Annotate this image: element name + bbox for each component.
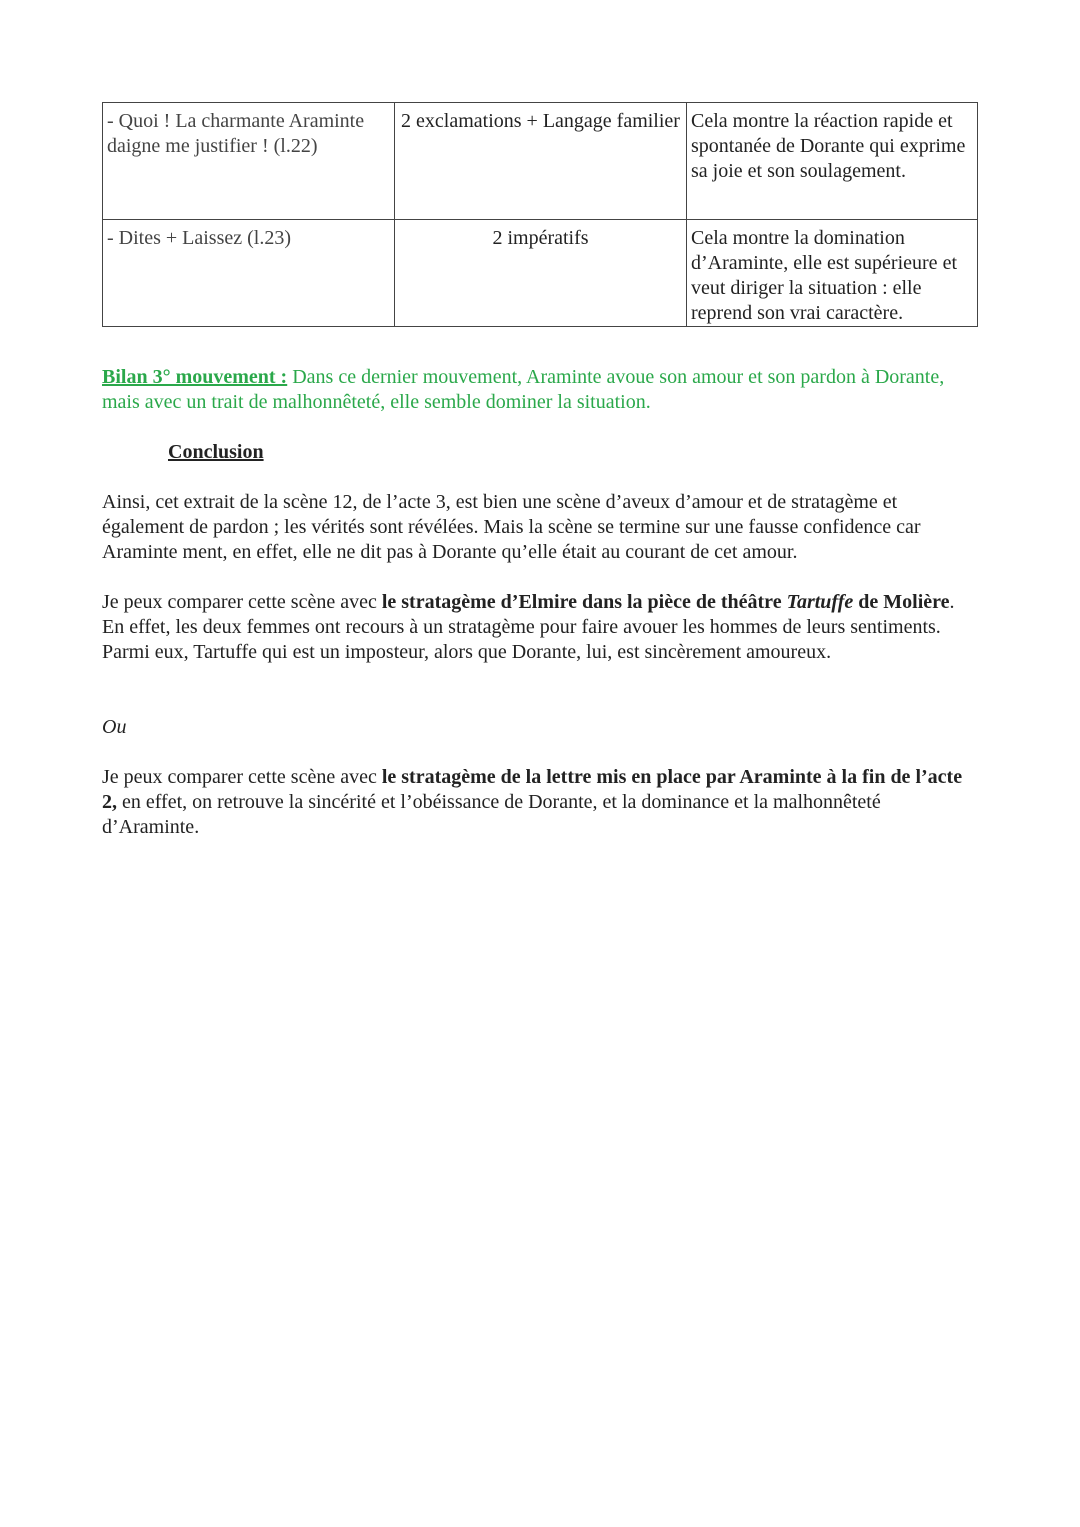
comparison-intro: Je peux comparer cette scène avec: [102, 766, 382, 788]
interpretation-cell: Cela montre la réaction rapide et spontanée de Dorante qui exprime sa joie et son soulagement.: [687, 103, 978, 220]
comparison-intro: Je peux comparer cette scène avec: [102, 591, 382, 613]
comparison-paragraph-2: [102, 765, 972, 840]
bilan-label: Bilan 3° mouvement :: [102, 366, 288, 388]
comparison-emphasis: [382, 591, 950, 613]
analysis-table: [102, 102, 978, 327]
quote-cell: - Dites + Laissez (l.23): [103, 220, 395, 327]
comparison-bold-text: le stratagème d’Elmire dans la pièce de théâtre: [381, 591, 787, 613]
or-separator: Ou: [102, 716, 127, 738]
bilan-text: Dans ce dernier mouvement, Araminte avoue son amour et son pardon à Dorante, mais avec un trait de malhonnêteté, elle semble dominer la situation.: [102, 366, 945, 413]
comparison-paragraph-1: [102, 590, 972, 665]
procede-cell: 2 impératifs: [395, 220, 687, 327]
quote-cell: - Quoi ! La charmante Araminte daigne me justifier ! (l.22): [103, 103, 395, 220]
table-row: [103, 220, 978, 327]
conclusion-heading: Conclusion: [168, 441, 264, 463]
conclusion-paragraph-1: Ainsi, cet extrait de la scène 12, de l’acte 3, est bien une scène d’aveux d’amour et de stratagème et également de pardon ; les vérités sont révélées. Mais la scène se termine sur une fausse confidence car Araminte ment, en effet, elle ne dit pas à Dorante qu’elle était au courant de cet amour.: [102, 491, 921, 563]
interpretation-cell: Cela montre la domination d’Araminte, elle est supérieure et veut diriger la situation : elle reprend son vrai caractère.: [687, 220, 978, 327]
comparison-rest: en effet, on retrouve la sincérité et l’obéissance de Dorante, et la dominance et la malhonnêteté d’Araminte.: [102, 791, 881, 838]
author-name: de Molière: [853, 591, 950, 613]
comparison-emphasis: le stratagème de la lettre mis en place par Araminte à la fin de l’acte 2,: [102, 766, 963, 813]
play-title: Tartuffe: [786, 591, 854, 613]
procede-cell: 2 exclamations + Langage familier: [395, 103, 687, 220]
comparison-rest: . En effet, les deux femmes ont recours à un stratagème pour faire avouer les hommes de leurs sentiments. Parmi eux, Tartuffe qui est un imposteur, alors que Dorante, lui, est sincèrement amoureux.: [102, 591, 955, 663]
table-row: [103, 103, 978, 220]
bilan-paragraph: [102, 365, 972, 415]
